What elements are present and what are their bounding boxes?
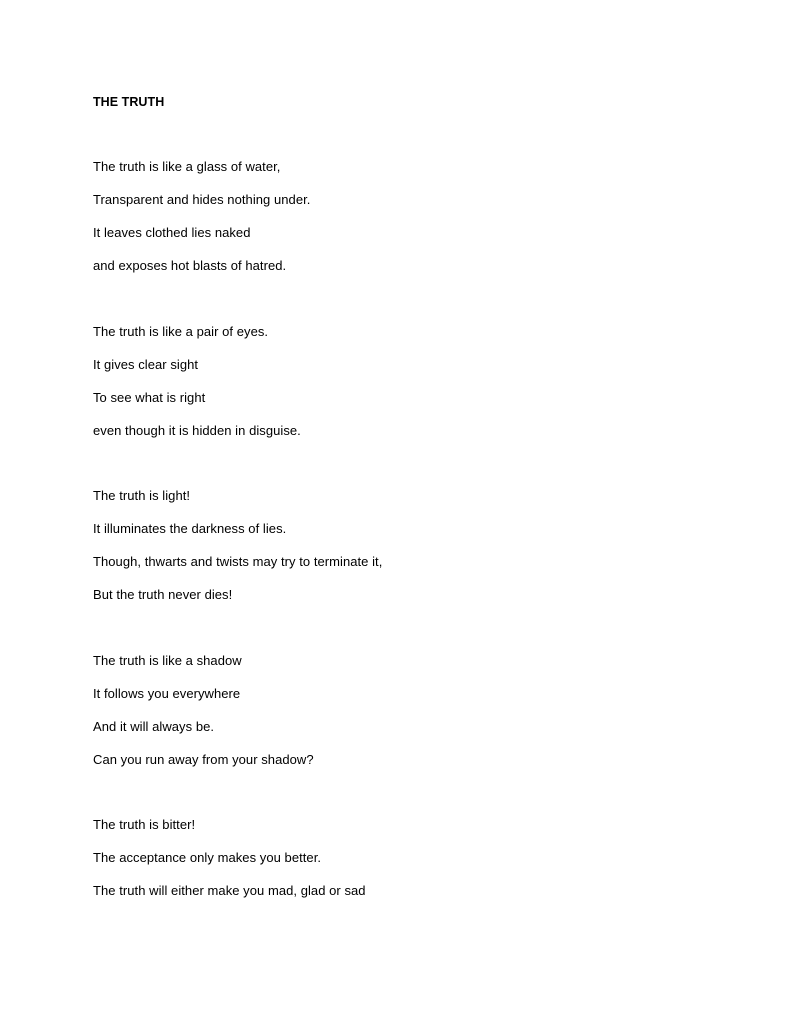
poem-line: The truth is like a pair of eyes. [93,324,269,339]
poem-line: Can you run away from your shadow? [93,752,314,767]
poem-line: The truth is like a glass of water, [93,159,281,174]
poem-line: Transparent and hides nothing under. [93,192,311,207]
poem-line: To see what is right [93,390,206,405]
poem-line: The truth is bitter! [93,817,196,832]
poem-line: It gives clear sight [93,357,199,372]
poem-line: Though, thwarts and twists may try to terminate it, [93,554,383,569]
poem-line: It illuminates the darkness of lies. [93,521,287,536]
poem-line: And it will always be. [93,719,215,734]
poem-line: The truth is like a shadow [93,653,242,668]
poem-title: THE TRUTH [93,95,165,109]
poem-line: The truth will either make you mad, glad or sad [93,883,366,898]
poem-line: and exposes hot blasts of hatred. [93,258,287,273]
poem-line: But the truth never dies! [93,587,233,602]
poem-line: even though it is hidden in disguise. [93,423,301,438]
poem-line: The truth is light! [93,488,191,503]
poem-line: The acceptance only makes you better. [93,850,322,865]
poem-line: It follows you everywhere [93,686,241,701]
poem-line: It leaves clothed lies naked [93,225,251,240]
